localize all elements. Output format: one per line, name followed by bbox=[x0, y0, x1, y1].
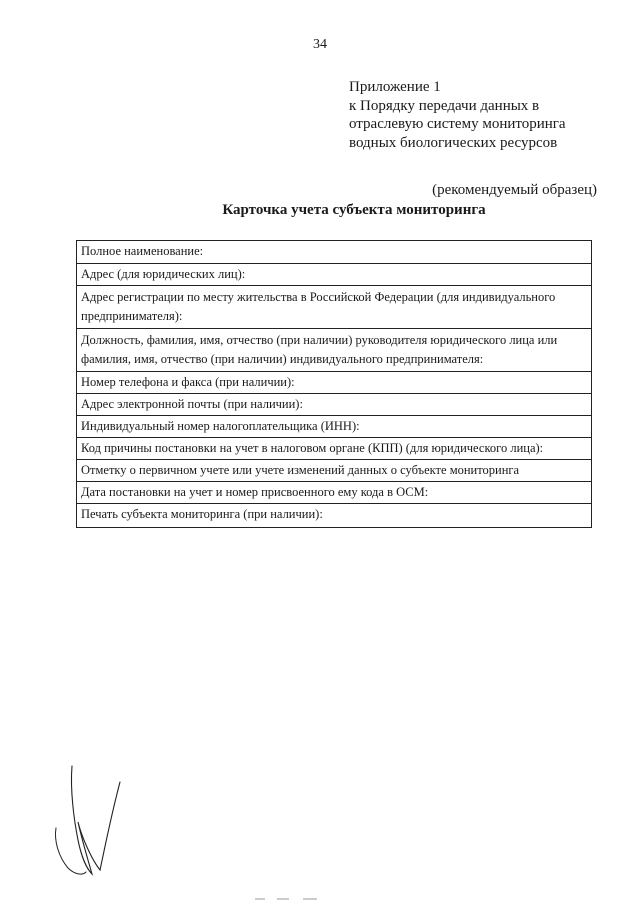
document-title: Карточка учета субъекта мониторинга bbox=[222, 202, 486, 218]
card-row-kpp: Код причины постановки на учет в налоговом органе (КПП) (для юридического лица): bbox=[77, 437, 591, 459]
card-row-full-name: Полное наименование: bbox=[81, 244, 204, 258]
sample-note: (рекомендуемый образец) bbox=[432, 182, 597, 198]
appendix-line: отраслевую систему мониторинга bbox=[349, 116, 566, 132]
card-row-head-name: Должность, фамилия, имя, отчество (при наличии) руководителя юридического лица или фамилия, имя, отчество (при наличии) индивидуального предпринимателя: bbox=[77, 328, 591, 371]
card-row-phone-fax: Номер телефона и факса (при наличии): bbox=[77, 371, 591, 393]
card-row-email: Адрес электронной почты (при наличии): bbox=[77, 393, 591, 415]
appendix-line: водных биологических ресурсов bbox=[349, 134, 558, 151]
appendix-line: Приложение 1 bbox=[349, 79, 441, 95]
card-row-registration-address: Адрес регистрации по месту жительства в Российской Федерации (для индивидуального предпринимателя): bbox=[77, 285, 591, 328]
card-row-inn: Индивидуальный номер налогоплательщика (ИНН): bbox=[77, 415, 591, 437]
appendix-header bbox=[349, 78, 609, 152]
appendix-line: к Порядку передачи данных в bbox=[349, 97, 540, 114]
handwritten-signature bbox=[48, 760, 138, 880]
card-row-registration-date: Дата постановки на учет и номер присвоенного ему кода в ОСМ: bbox=[77, 481, 591, 503]
card-row-legal-address: Адрес (для юридических лиц): bbox=[77, 263, 591, 285]
card-row-registration-mark: Отметку о первичном учете или учете изменений данных о субъекте мониторинга bbox=[77, 459, 591, 481]
page-number: 34 bbox=[313, 37, 327, 52]
scan-artifact bbox=[255, 897, 325, 901]
registration-card-table bbox=[76, 240, 592, 528]
card-row-seal: Печать субъекта мониторинга (при наличии): bbox=[77, 503, 591, 527]
